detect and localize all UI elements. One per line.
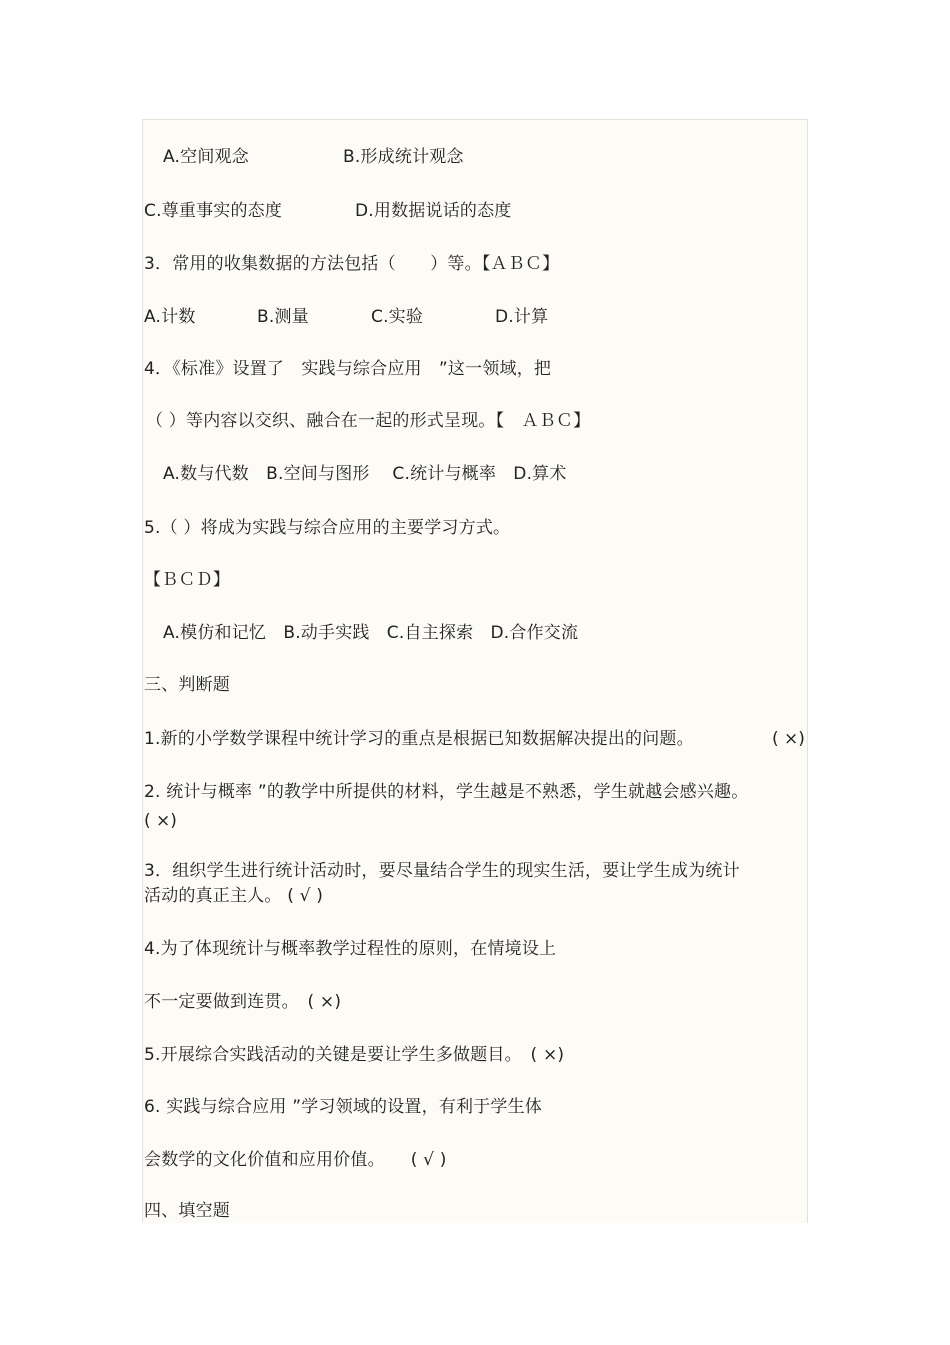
- question-5-answer: 【ＢＣＤ】: [144, 570, 230, 590]
- judge-4-cont: 不一定要做到连贯。 ( ×): [144, 992, 342, 1012]
- judge-2-mark: ( ×): [144, 811, 177, 831]
- question-4: 4．《标准》设置了 实践与综合应用 ”这一领域，把: [144, 359, 552, 379]
- option-b-measure: B.测量: [257, 307, 309, 327]
- judge-3-cont: 活动的真正主人。 ( √ ): [144, 886, 324, 906]
- option-c-facts: C.尊重事实的态度: [144, 201, 283, 221]
- question-4-cont: （ ）等内容以交织、融合在一起的形式呈现。【 ＡＢＣ】: [146, 411, 591, 431]
- option-a-spatial: A.空间观念: [163, 147, 249, 167]
- option-a-count: A.计数: [144, 307, 196, 327]
- option-d-calculate: D.计算: [495, 307, 549, 327]
- option-d-data: D.用数据说话的态度: [355, 201, 512, 221]
- question-3: 3．常用的收集数据的方法包括（ ）等。【ＡＢＣ】: [144, 254, 560, 274]
- judge-4: 4.为了体现统计与概率教学过程性的原则，在情境设上: [144, 939, 557, 959]
- question-4-options: A.数与代数 B.空间与图形 C.统计与概率 D.算术: [163, 464, 567, 484]
- option-b-statistics: B.形成统计观念: [343, 147, 464, 167]
- judge-3: 3．组织学生进行统计活动时，要尽量结合学生的现实生活，要让学生成为统计: [144, 861, 740, 881]
- section-heading-4: 四、填空题: [144, 1201, 230, 1221]
- judge-2: 2. 统计与概率 ”的教学中所提供的材料，学生越是不熟悉，学生就越会感兴趣。: [144, 782, 749, 802]
- question-5: 5.（ ）将成为实践与综合应用的主要学习方式。: [144, 518, 511, 538]
- judge-6-cont: 会数学的文化价值和应用价值。 ( √ ): [144, 1150, 447, 1170]
- option-c-experiment: C.实验: [371, 307, 424, 327]
- question-5-options: A.模仿和记忆 B.动手实践 C.自主探索 D.合作交流: [163, 623, 579, 643]
- judge-5: 5.开展综合实践活动的关键是要让学生多做题目。 ( ×): [144, 1045, 565, 1065]
- judge-1-mark: ( ×): [772, 729, 805, 749]
- section-heading-3: 三、判断题: [144, 675, 230, 695]
- judge-1: 1.新的小学数学课程中统计学习的重点是根据已知数据解决提出的问题。: [144, 729, 694, 749]
- judge-6: 6. 实践与综合应用 ”学习领域的设置，有利于学生体: [144, 1097, 543, 1117]
